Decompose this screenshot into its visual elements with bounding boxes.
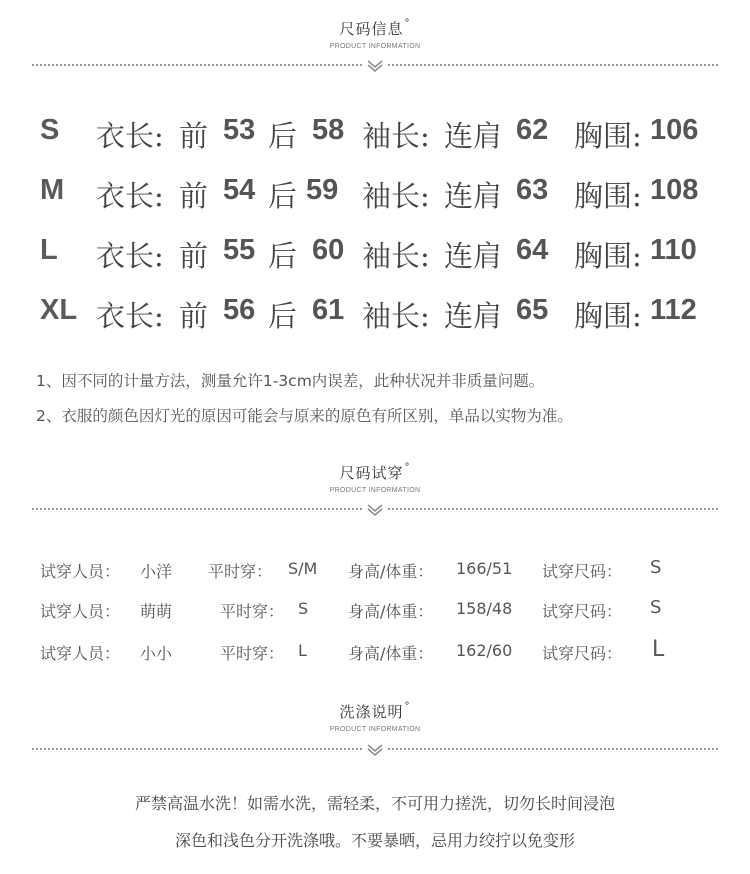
chest-value: 108 (650, 174, 699, 206)
tried-size: S (650, 557, 662, 578)
sleeve-label: 袖长: (362, 299, 430, 333)
usual-size: L (298, 641, 307, 660)
person-name: 小洋 (140, 562, 173, 581)
length-label: 衣长: (96, 119, 164, 153)
usual-size: S (298, 599, 309, 618)
front-label: 前 (179, 179, 209, 213)
size-label: S (40, 114, 60, 146)
chest-label: 胸围: (574, 299, 642, 333)
length-label: 衣长: (96, 239, 164, 273)
front-label: 前 (179, 299, 209, 333)
body-value: 158/48 (456, 599, 513, 618)
body-value: 162/60 (456, 641, 513, 660)
back-label: 后 (268, 299, 298, 333)
body-value: 166/51 (456, 559, 513, 578)
tried-label: 试穿尺码： (542, 562, 623, 581)
care-title: 洗涤说明 (339, 703, 404, 721)
tried-size: L (652, 637, 665, 662)
sleeve-value: 62 (516, 114, 549, 146)
back-label: 后 (268, 119, 298, 153)
front-value: 54 (223, 174, 256, 206)
sleeve-value: 63 (516, 174, 549, 206)
back-value: 60 (312, 234, 345, 266)
chest-value: 110 (650, 234, 697, 266)
person-name: 萌萌 (140, 602, 173, 621)
front-label: 前 (179, 239, 209, 273)
usual-size: S/M (288, 559, 318, 578)
tried-label: 试穿尺码： (542, 644, 623, 663)
front-label: 前 (179, 119, 209, 153)
front-value: 53 (223, 114, 256, 146)
trial-subtitle: PRODUCT INFORMATION (329, 487, 421, 494)
front-value: 55 (223, 234, 256, 266)
trial-row (40, 559, 720, 583)
sleeve-label: 袖长: (362, 119, 430, 153)
length-label: 衣长: (96, 179, 164, 213)
back-value: 61 (312, 294, 345, 326)
shoulder-label: 连肩 (444, 239, 503, 273)
size-info-title: 尺码信息 (339, 20, 404, 38)
front-value: 56 (223, 294, 256, 326)
chest-label: 胸围: (574, 179, 642, 213)
degree-mark: ° (404, 18, 411, 29)
trial-row (40, 599, 720, 623)
care-header (0, 701, 750, 733)
note-color: 2、衣服的颜色因灯光的原因可能会与原来的原色有所区别，单品以实物为准。 (36, 407, 573, 425)
trial-header (0, 462, 750, 494)
size-label: M (40, 174, 65, 206)
shoulder-label: 连肩 (444, 179, 503, 213)
sleeve-value: 64 (516, 234, 549, 266)
body-label: 身高/体重： (348, 562, 434, 581)
tried-size: S (650, 597, 662, 618)
length-label: 衣长: (96, 299, 164, 333)
care-line: 严禁高温水洗！如需水洗，需轻柔，不可用力搓洗，切勿长时间浸泡 (134, 794, 615, 813)
shoulder-label: 连肩 (444, 119, 503, 153)
trial-row (40, 637, 720, 665)
chevron-down-icon (363, 60, 387, 72)
care-line: 深色和浅色分开洗涤哦。不要暴晒，忌用力绞拧以免变形 (174, 831, 575, 850)
back-label: 后 (268, 239, 298, 273)
sleeve-value: 65 (516, 294, 549, 326)
size-info-header (0, 18, 750, 50)
person-name: 小小 (140, 644, 173, 663)
degree-mark: ° (404, 701, 411, 712)
back-label: 后 (268, 179, 298, 213)
degree-mark: ° (404, 462, 411, 473)
person-label: 试穿人员： (40, 562, 121, 581)
note-measurement: 1、因不同的计量方法，测量允许1-3cm内误差，此种状况并非质量问题。 (36, 372, 545, 390)
tried-label: 试穿尺码： (542, 602, 623, 621)
sleeve-label: 袖长: (362, 179, 430, 213)
body-label: 身高/体重： (348, 602, 434, 621)
chest-value: 112 (650, 294, 697, 326)
usual-label: 平时穿： (220, 644, 285, 663)
size-label: L (40, 234, 58, 266)
trial-title: 尺码试穿 (339, 464, 404, 482)
usual-label: 平时穿： (208, 562, 273, 581)
chevron-down-icon (363, 504, 387, 516)
chest-label: 胸围: (574, 239, 642, 273)
sleeve-label: 袖长: (362, 239, 430, 273)
shoulder-label: 连肩 (444, 299, 503, 333)
back-value: 59 (306, 174, 339, 206)
chest-value: 106 (650, 114, 699, 146)
chest-label: 胸围: (574, 119, 642, 153)
chevron-down-icon (363, 744, 387, 756)
person-label: 试穿人员： (40, 602, 121, 621)
back-value: 58 (312, 114, 345, 146)
usual-label: 平时穿： (220, 602, 285, 621)
care-subtitle: PRODUCT INFORMATION (329, 726, 421, 733)
size-label: XL (40, 294, 78, 326)
body-label: 身高/体重： (348, 644, 434, 663)
person-label: 试穿人员： (40, 644, 121, 663)
size-info-subtitle: PRODUCT INFORMATION (329, 43, 421, 50)
